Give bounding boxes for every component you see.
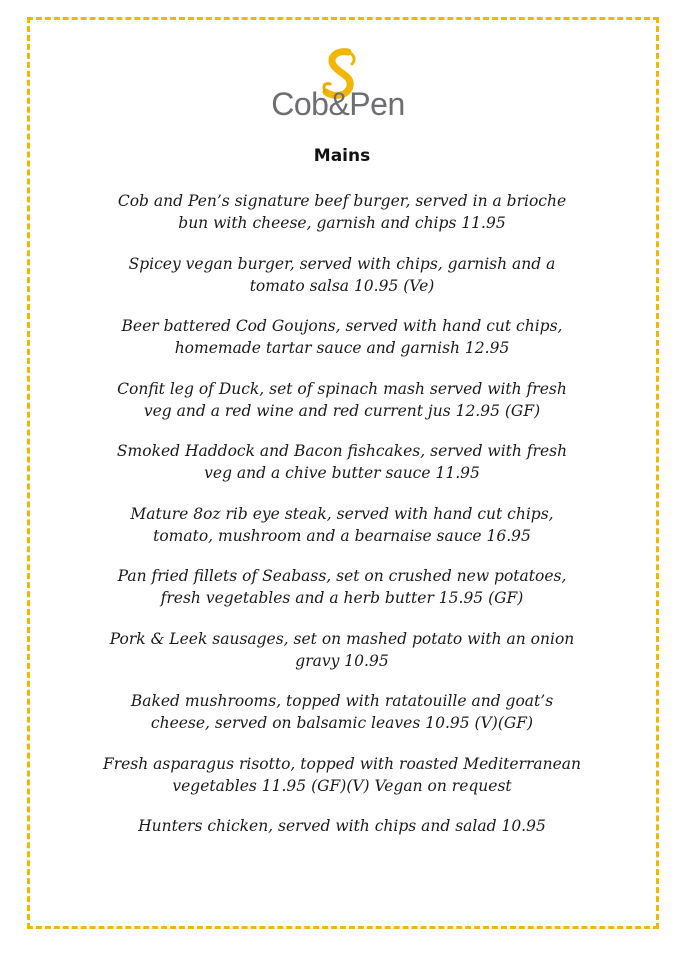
cob-and-pen-logo	[258, 48, 418, 128]
menu-item-line: Baked mushrooms, topped with ratatouille and goat’s	[130, 692, 554, 710]
menu-item-line: Hunters chicken, served with chips and salad 10.95	[138, 817, 546, 835]
menu-item-line: bun with cheese, garnish and chips 11.95	[178, 214, 506, 232]
menu-item-line: Fresh asparagus risotto, topped with roasted Mediterranean	[102, 754, 582, 773]
menu-item	[50, 565, 634, 628]
menu-item	[50, 190, 634, 253]
menu-items-list	[50, 190, 634, 878]
menu-item-line: veg and a chive butter sauce 11.95	[204, 464, 480, 482]
menu-item-line: Beer battered Cod Goujons, served with hand cut chips,	[121, 317, 563, 335]
menu-item	[50, 253, 634, 316]
menu-item-line: fresh vegetables and a herb butter 15.95 (GF)	[160, 589, 524, 607]
menu-item-line: vegetables 11.95 (GF)(V) Vegan on request	[172, 776, 512, 795]
menu-item	[50, 378, 634, 441]
menu-item-line: gravy 10.95	[295, 651, 389, 670]
menu-item	[50, 753, 634, 816]
menu-item-line: Spicey vegan burger, served with chips, garnish and a	[128, 254, 556, 273]
menu-item	[50, 440, 634, 503]
menu-item-line: cheese, served on balsamic leaves 10.95 (V)(GF)	[150, 714, 534, 732]
menu-item-line: tomato salsa 10.95 (Ve)	[249, 276, 435, 295]
menu-item-line: Confit leg of Duck, set of spinach mash served with fresh	[117, 379, 567, 398]
menu-item	[50, 690, 634, 753]
menu-item	[50, 815, 634, 878]
menu-item-line: tomato, mushroom and a bearnaise sauce 16.95	[153, 526, 531, 545]
menu-item-line: Mature 8oz rib eye steak, served with hand cut chips,	[130, 504, 554, 523]
logo-wordmark: Cob&Pen	[271, 86, 405, 122]
menu-item	[50, 628, 634, 691]
section-title-mains: Mains	[313, 146, 371, 166]
menu-item	[50, 503, 634, 566]
menu-item-line: Cob and Pen’s signature beef burger, served in a brioche	[117, 192, 567, 210]
menu-item-line: Pan fried fillets of Seabass, set on crushed new potatoes,	[117, 567, 567, 585]
menu-item	[50, 315, 634, 378]
menu-item-line: homemade tartar sauce and garnish 12.95	[174, 339, 510, 357]
menu-item-line: Smoked Haddock and Bacon fishcakes, served with fresh	[116, 442, 568, 460]
menu-item-line: Pork & Leek sausages, set on mashed potato with an onion	[109, 629, 575, 648]
menu-item-line: veg and a red wine and red current jus 12.95 (GF)	[143, 401, 541, 420]
